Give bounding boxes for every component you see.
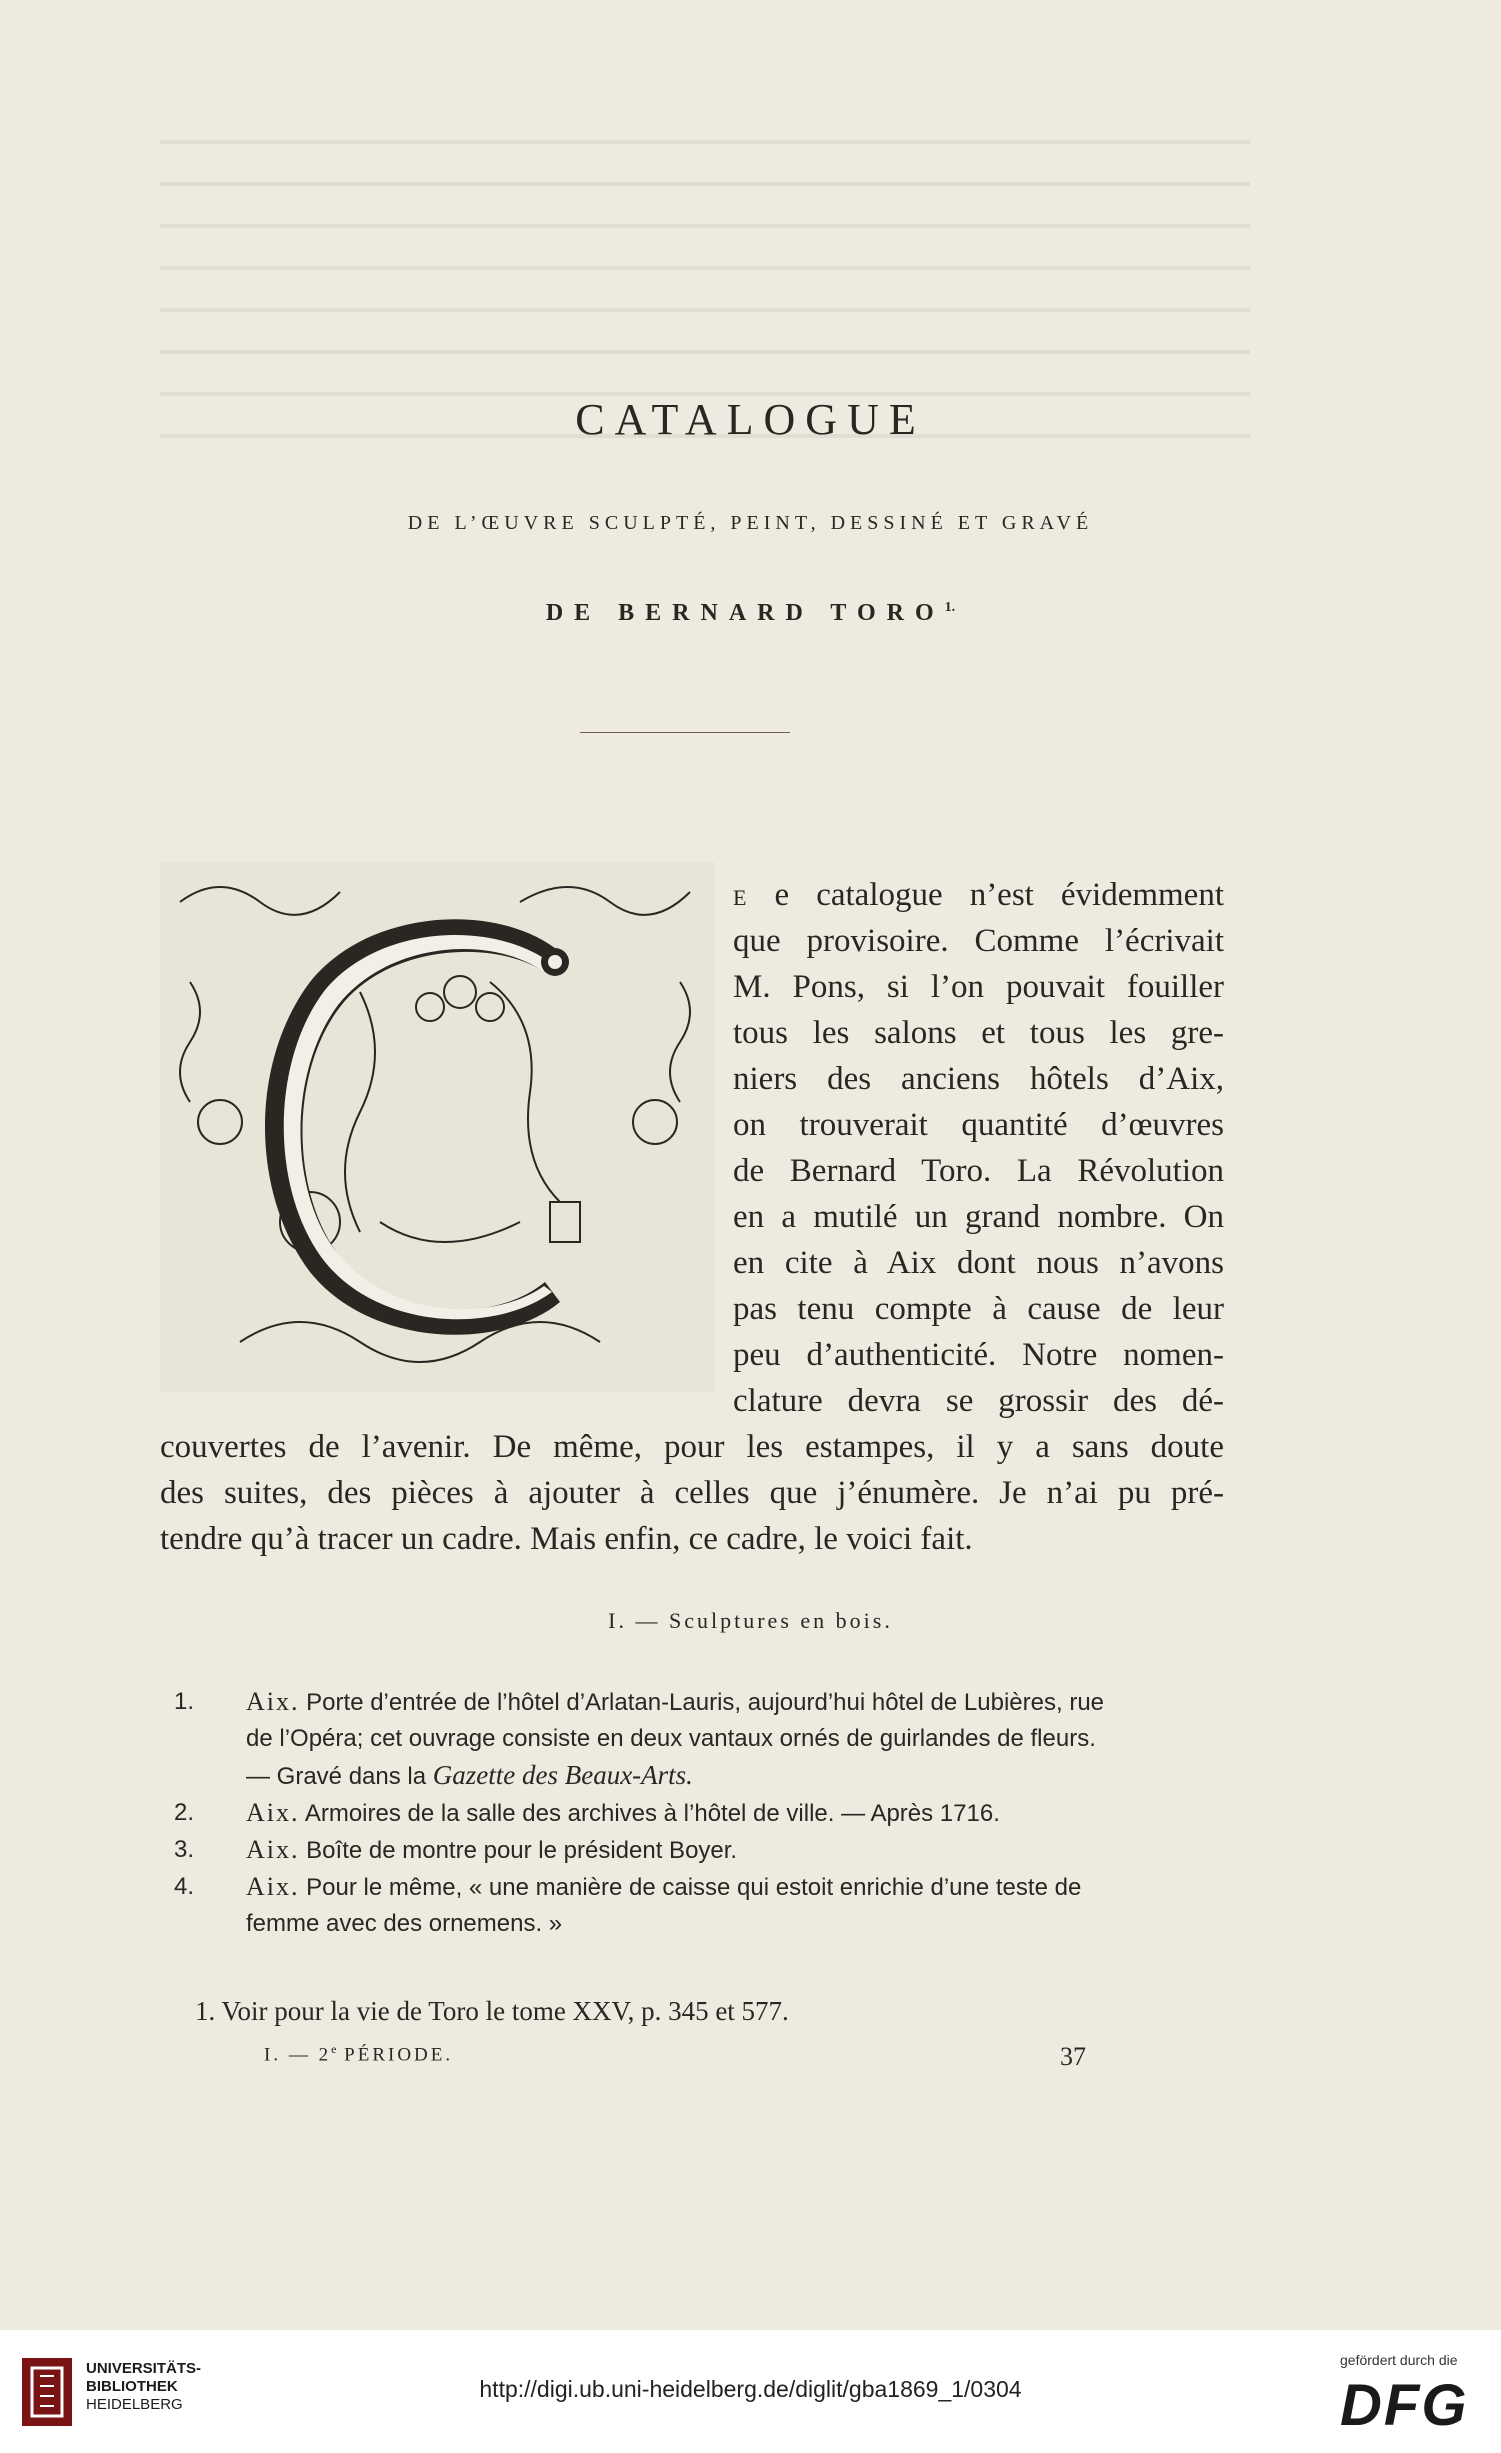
entry-text: — Gravé dans la (246, 1763, 433, 1790)
library-line: BIBLIOTHEK (86, 2378, 178, 2395)
entry-italic-title: Gazette des Beaux-Arts. (432, 1760, 693, 1790)
text-line: en a mutilé un grand nombre. On (733, 1199, 1224, 1235)
text-line: des suites, des pièces à ajouter à celles que j’énumère. Je n’ai pu pré- (160, 1475, 1224, 1511)
text-line: couvertes de l’avenir. De même, pour les estampes, il y a sans doute (160, 1429, 1224, 1465)
footer-text-rest: PÉRIODE. (336, 2044, 454, 2066)
text-line: clature devra se grossir des dé- (733, 1383, 1224, 1419)
entry-text: Boîte de montre pour le président Boyer. (306, 1837, 738, 1864)
author-heading (0, 600, 1501, 627)
entry-place: Aix. (246, 1798, 300, 1827)
section-heading: I. — Sculptures en bois. (608, 1608, 893, 1633)
entry-line (246, 1684, 1224, 1721)
catalogue-entry (160, 1869, 1224, 1942)
library-line: UNIVERSITÄTS- (86, 2360, 202, 2377)
author-name: DE BERNARD TORO (545, 600, 945, 626)
intro-paragraph (160, 872, 1224, 1562)
dfg-logo: DFG (1340, 2373, 1469, 2438)
running-footer (264, 2042, 453, 2066)
footnote: 1. Voir pour la vie de Toro le tome XXV, p. 345 et 577. (195, 1996, 789, 2026)
text-line: M. Pons, si l’on pouvait fouiller (733, 969, 1224, 1005)
entry-number: 1. (174, 1688, 195, 1715)
first-word-smallcap: E (733, 885, 748, 910)
funded-by-label: gefördert durch die (1340, 2352, 1458, 2368)
line-text: e catalogue n’est évidemment (774, 877, 1225, 913)
page-number: 37 (1060, 2042, 1086, 2071)
text-line: peu d’authenticité. Notre nomen- (733, 1337, 1224, 1373)
text-line: pas tenu compte à cause de leur (733, 1291, 1224, 1327)
footer-superscript: e (331, 2042, 337, 2056)
text-line: que provisoire. Comme l’écrivait (733, 923, 1224, 959)
entry-number: 3. (174, 1836, 195, 1863)
bleed-through-text (160, 140, 1250, 500)
footer-text: I. — 2 (264, 2044, 332, 2066)
entry-text: Porte d’entrée de l’hôtel d’Arlatan-Lauris, aujourd’hui hôtel de Lubières, rue (306, 1689, 1105, 1716)
page-subtitle: DE L’ŒUVRE SCULPTÉ, PEINT, DESSINÉ ET GRAVÉ (407, 512, 1094, 534)
entry-place: Aix. (246, 1835, 300, 1864)
entry-place: Aix. (246, 1687, 300, 1716)
text-line: on trouverait quantité d’œuvres (733, 1107, 1224, 1143)
source-url-link[interactable]: http://digi.ub.uni-heidelberg.de/diglit/gba1869_1/0304 (479, 2376, 1022, 2402)
entry-place: Aix. (246, 1872, 300, 1901)
text-line (733, 872, 1224, 918)
entry-line (246, 1795, 1224, 1832)
catalogue-entries (160, 1684, 1224, 1942)
entry-line: de l’Opéra; cet ouvrage consiste en deux vantaux ornés de guirlandes de fleurs. (246, 1725, 1096, 1752)
text-line: niers des anciens hôtels d’Aix, (733, 1061, 1224, 1097)
footnote-marker: 1. (944, 600, 956, 615)
entry-line (246, 1869, 1224, 1906)
text-line: de Bernard Toro. La Révolution (733, 1153, 1224, 1189)
text-line: en cite à Aix dont nous n’avons (733, 1245, 1224, 1281)
catalogue-entry (160, 1684, 1224, 1795)
title-rule (580, 732, 790, 733)
entry-number: 2. (174, 1799, 195, 1826)
entry-text: Pour le même, « une manière de caisse qui estoit enrichie d’une teste de (306, 1874, 1082, 1901)
text-line: tous les salons et tous les gre- (733, 1015, 1224, 1051)
entry-number: 4. (174, 1873, 195, 1900)
entry-text: Armoires de la salle des archives à l’hôtel de ville. — Après 1716. (304, 1800, 1000, 1827)
text-line: tendre qu’à tracer un cadre. Mais enfin, ce cadre, le voici fait. (160, 1521, 973, 1557)
catalogue-entry (160, 1795, 1224, 1832)
library-line: HEIDELBERG (86, 2396, 183, 2413)
entry-line (246, 1832, 1224, 1869)
page-title: CATALOGUE (575, 395, 926, 444)
catalogue-entry (160, 1832, 1224, 1869)
entry-line (246, 1757, 1224, 1795)
entry-line: femme avec des ornemens. » (246, 1910, 563, 1937)
